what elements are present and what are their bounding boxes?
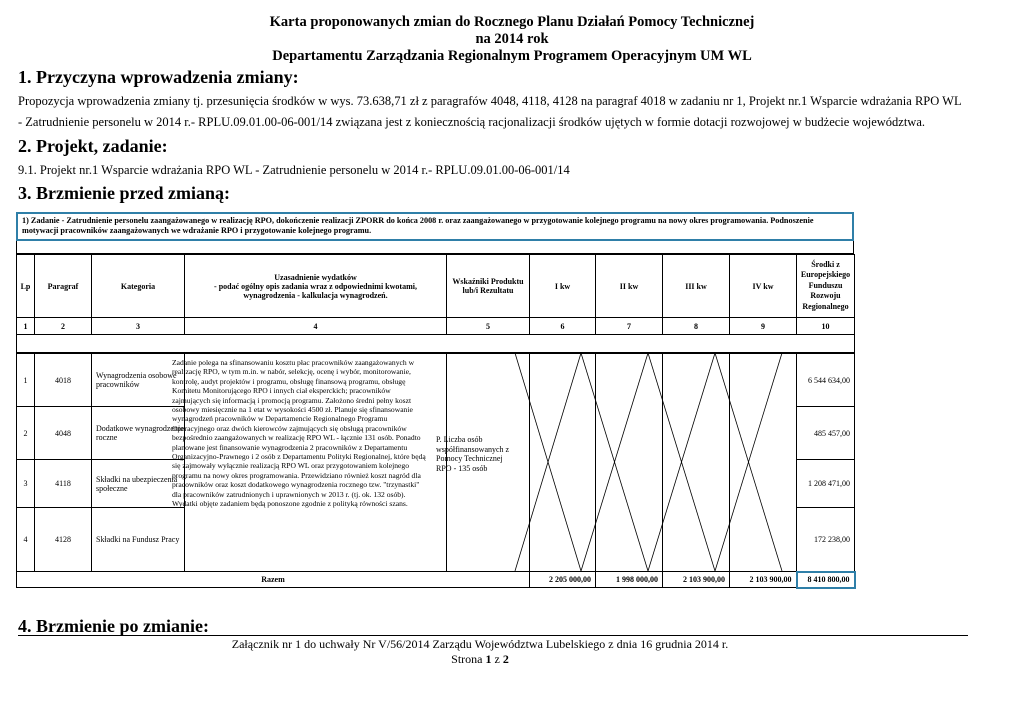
section-3-heading: 3. Brzmienie przed zmianą: (18, 183, 230, 203)
page-separator: z (491, 652, 503, 666)
col-number: 9 (730, 318, 797, 335)
row-srodki: 1 208 471,00 (797, 460, 855, 508)
total-q2: 1 998 000,00 (596, 572, 663, 588)
row-lp: 2 (17, 407, 35, 460)
document-year: na 2014 rok (475, 31, 549, 47)
section-1-heading: 1. Przyczyna wprowadzenia zmiany: (18, 67, 299, 87)
col-number: 10 (797, 318, 855, 335)
col-number: 5 (447, 318, 530, 335)
section-2-text: 9.1. Projekt nr.1 Wsparcie wdrażania RPO WL - Zatrudnienie personelu w 2014 r.- RPLU.09.01.00-06-001/14 (18, 163, 570, 177)
row-kategoria: Wynagrodzenia osobowe pracowników (92, 354, 185, 407)
col-number: 7 (596, 318, 663, 335)
row-lp: 3 (17, 460, 35, 508)
section-1-text-line2: - Zatrudnienie personelu w 2014 r.- RPLU.09.01.00-06-001/14 związana jest z koniecznością racjonalizacji środków ujętych w formie dotacji rozwojowej w budżecie województwa. (18, 115, 926, 129)
document-department: Departamentu Zarządzania Regionalnym Programem Operacyjnym UM WL (272, 48, 752, 64)
section-1-text-line1: Propozycja wprowadzenia zmiany tj. przesunięcia środków w wys. 73.638,71 zł z paragrafów 4048, 4118, 4128 na paragraf 4018 w zadaniu nr 1, Projekt nr.1 Wsparcie wdrażania RPO WL (18, 94, 962, 108)
col-header-uzasadnienie: Uzasadnienie wydatków - podać ogólny opis zadania wraz z odpowiednimi kwotami, wynagrodzenia - kalkulacja wynagrodzeń. (185, 255, 447, 318)
row-paragraf: 4048 (35, 407, 92, 460)
col-number: 1 (17, 318, 35, 335)
row-paragraf: 4128 (35, 508, 92, 572)
document-title: Karta proponowanych zmian do Rocznego Planu Działań Pomocy Technicznej (269, 14, 755, 30)
total-srodki: 8 410 800,00 (797, 572, 855, 588)
row-srodki: 485 457,00 (797, 407, 855, 460)
col-header-q2: II kw (596, 255, 663, 318)
total-label: Razem (17, 572, 530, 588)
task-justification-text: Zadanie polega na sfinansowaniu kosztu płac pracowników zaangażowanych w realizację RPO, w tym m.in. w nabór, selekcję, ocenę i wybór, monitorowanie, kontrolę, audyt projektów i programu, obsługę finansową programu, obsługę Komitetu Monitorującego RPO i innych ciał eksperckich; pracowników zajmujących się informacją i promocją programu. Założono średni pełny koszt osobowy miesięcznie na 1 etat w wysokości 4500 zł. Planuje się sfinansowanie wynagrodzeń pracowników w Departamencie Regionalnego Programu Operacyjnego oraz dwóch kierowców zajmujących się obsługą pracowników bezpośrednio zaangażowanych w realizację RPO WL - łącznie 131 osób. Ponadto planowane jest finansowanie wynagrodzenia 2 pracowników z Departamentu Organizacyjno-Prawnego i 2 osób z Departamentu Polityki Regionalnej, które będą się zajmowały wyłącznie realizacją RPO WL oraz przygotowaniem kolejnego programu na nowy okres programowania. Przewidziano również koszt nagród dla pracowników oraz koszt dodatkowego wynagrodzenia rocznego tzw. "trzynastki" dla pracowników zatrudnionych i uprawnionych w 2013 r. (tj. ok. 132 osób). Wydatki objęte zadaniem będą ponoszone zgodnie z polityką równości szans. (172, 358, 426, 509)
row-kategoria: Składki na Fundusz Pracy (92, 508, 185, 572)
col-number: 2 (35, 318, 92, 335)
row-paragraf: 4118 (35, 460, 92, 508)
footer-attachment-note: Załącznik nr 1 do uchwały Nr V/56/2014 Zarządu Województwa Lubelskiego z dnia 16 grudnia 2014 r. (231, 637, 729, 651)
task-description: 1) Zadanie - Zatrudnienie personelu zaangażowanego w realizację RPO, dokończenie realizacji ZPORR do końca 2008 r. oraz zaangażowanego w przygotowanie kolejnego programu na nowy okres programowania. Podnoszenie motywacji pracowników zaangażowanych we wdrażanie RPO i przygotowanie kolejnego programu. (22, 216, 814, 235)
col-number: 8 (663, 318, 730, 335)
col-header-kategoria: Kategoria (92, 255, 185, 318)
total-q4: 2 103 900,00 (730, 572, 797, 588)
row-paragraf: 4018 (35, 354, 92, 407)
section-2-heading: 2. Projekt, zadanie: (18, 136, 168, 156)
col-header-srodki: Środki z Europejskiego Funduszu Rozwoju Regionalnego (797, 255, 855, 318)
col-header-lp: Lp (17, 255, 35, 318)
col-header-wskazniki: Wskaźniki Produktu lub/i Rezultatu (447, 255, 530, 318)
row-srodki: 172 238,00 (797, 508, 855, 572)
col-header-paragraf: Paragraf (35, 255, 92, 318)
col-header-q1: I kw (530, 255, 596, 318)
col-header-q3: III kw (663, 255, 730, 318)
total-q1: 2 205 000,00 (530, 572, 596, 588)
col-number: 6 (530, 318, 596, 335)
col-number: 3 (92, 318, 185, 335)
total-q3: 2 103 900,00 (663, 572, 730, 588)
row-lp: 1 (17, 354, 35, 407)
indicator-text: P. Liczba osób współfinansowanych z Pomocy Technicznej RPO - 135 osób (436, 435, 510, 473)
footer-divider (18, 635, 968, 636)
footer-page-number (0, 652, 960, 666)
page-total: 2 (502, 652, 509, 666)
page-current: 1 (485, 652, 492, 666)
row-kategoria: Dodatkowe wynagrodzenie roczne (92, 407, 185, 460)
section-4-heading: 4. Brzmienie po zmianie: (18, 616, 209, 636)
row-kategoria: Składki na ubezpieczenia społeczne (92, 460, 185, 508)
col-number: 4 (185, 318, 447, 335)
row-srodki: 6 544 634,00 (797, 354, 855, 407)
row-lp: 4 (17, 508, 35, 572)
page-prefix: Strona (451, 652, 486, 666)
col-header-q4: IV kw (730, 255, 797, 318)
